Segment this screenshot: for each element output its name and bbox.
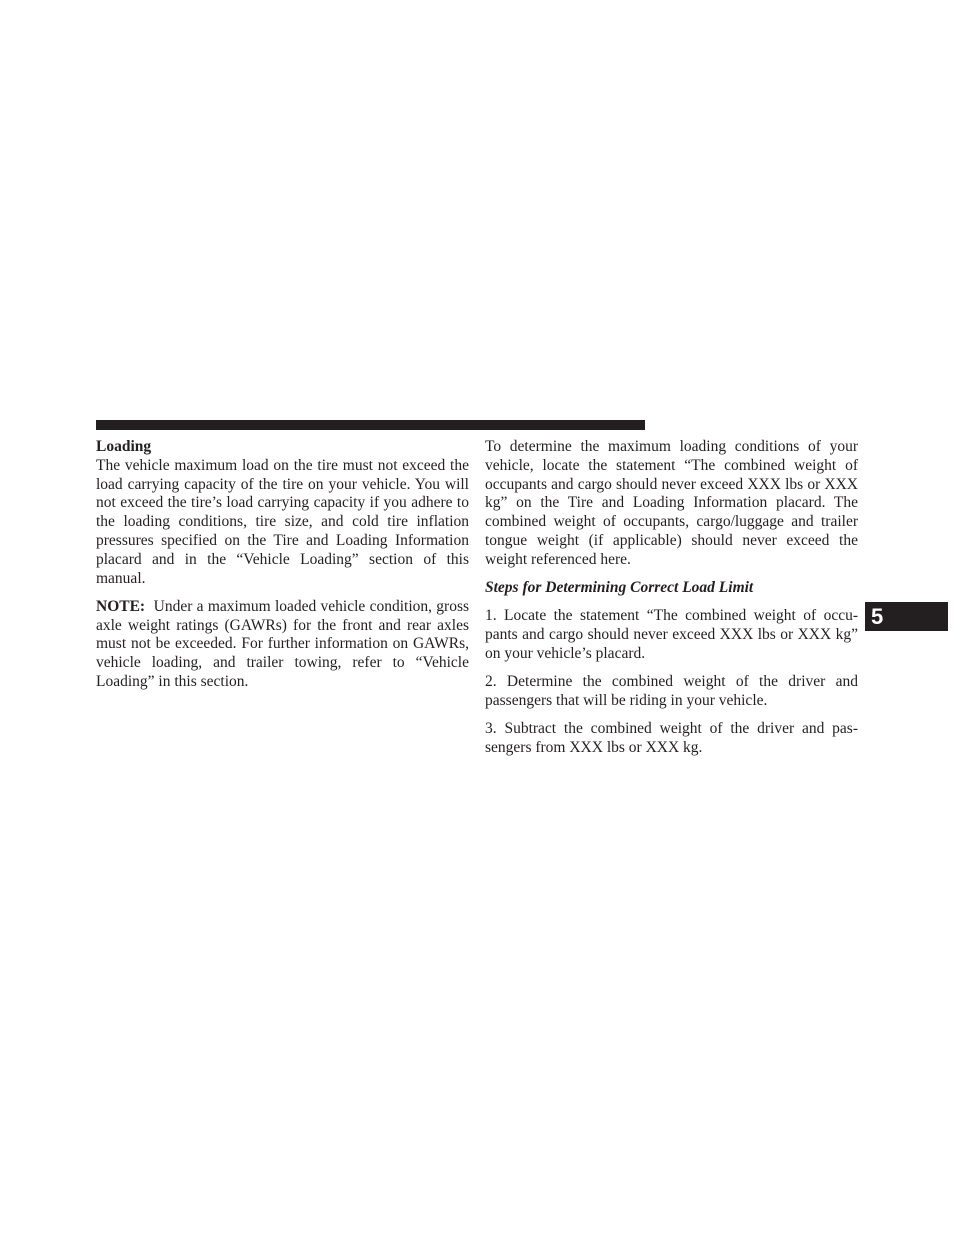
loading-section (96, 438, 469, 588)
step-2: 2. Determine the combined weight of the driver and passengers that will be riding in your vehicle. (485, 673, 858, 710)
intro-paragraph: To determine the maximum loading conditions of your vehicle, locate the statement “The combined weight of occupants and cargo should never exceed XXX lbs or XXX kg” on the Tire and Loading Information placard. The combined weight of occupants, cargo/luggage and trailer tongue weight (if applicable) should never exceed the weight referenced here. (485, 438, 858, 568)
section-heading-loading: Loading (96, 438, 152, 455)
note-label: NOTE: (96, 597, 146, 615)
loading-paragraph: The vehicle maximum load on the tire must not exceed the load carrying capacity of the tire on your vehicle. You will not exceed the tire’s load carrying capacity if you adhere to the loading conditions, tire size, and cold tire inflation pressures specified on the Tire and Loading Information placard and in the “Vehicle Loading” section of this manual. (96, 456, 469, 587)
chapter-tab: 5 (865, 602, 948, 631)
note-text: Under a maximum loaded vehicle condition, gross axle weight ratings (GAWRs) for the front and rear axles must not be exceeded. For further information on GAWRs, vehicle loading, and trailer towing, refer to “Vehicle Loading” in this section. (96, 597, 470, 691)
left-column (96, 438, 469, 701)
right-column (485, 438, 858, 767)
step-3: 3. Subtract the combined weight of the driver and pas-sengers from XXX lbs or XXX kg. (485, 720, 858, 757)
note-paragraph (96, 598, 469, 692)
section-top-rule (96, 420, 645, 430)
step-1: 1. Locate the statement “The combined weight of occu-pants and cargo should never exceed XXX lbs or XXX kg” on your vehicle’s placard. (485, 607, 858, 662)
steps-subheading: Steps for Determining Correct Load Limit (485, 579, 754, 597)
